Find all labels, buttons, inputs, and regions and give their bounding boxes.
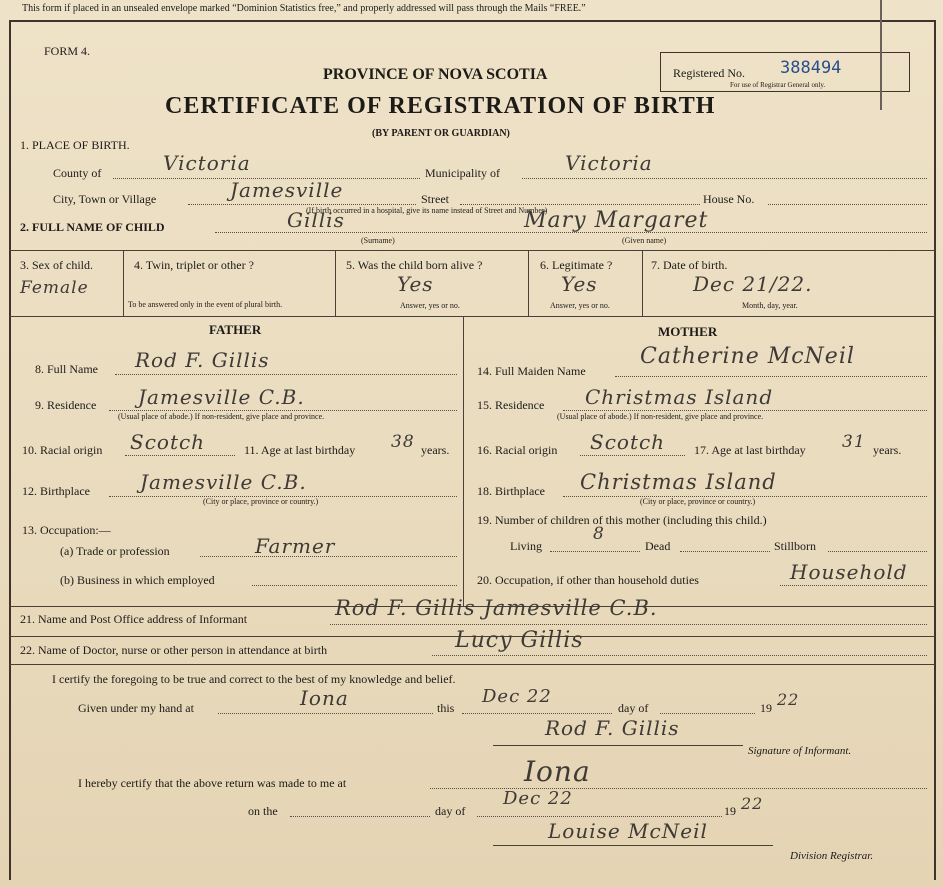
right-border [934,20,936,880]
trade-value: Farmer [255,534,336,558]
mother-race-label: 16. Racial origin [477,443,558,457]
mother-res-line [563,410,927,411]
year-prefix: 19 [760,701,772,715]
mother-bp-label: 18. Birthplace [477,484,545,498]
city-value: Jamesville [230,178,344,202]
parent-divider [463,316,464,606]
mother-birthplace: Christmas Island [580,470,777,494]
month-line [660,713,755,714]
reg-date-line [477,816,722,817]
trade-label: (a) Trade or profession [60,544,170,558]
registrar-place: Iona [524,755,591,788]
mother-age: 31 [842,432,866,452]
doctor-value: Lucy Gillis [455,628,584,653]
mother-bp-note: (City or place, province or country.) [640,497,756,506]
given-place: Iona [300,686,349,710]
reg-year-value: 22 [741,794,764,813]
legit-value: Yes [561,272,598,296]
father-residence: Jamesville C.B. [138,385,305,409]
mother-name-label: 14. Full Maiden Name [477,364,586,378]
legit-note: Answer, yes or no. [550,301,610,310]
dob-label: 7. Date of birth. [651,258,728,272]
registered-note: For use of Registrar General only. [730,81,826,89]
this-label: this [437,701,455,715]
twin-label: 4. Twin, triplet or other ? [134,258,254,272]
father-res-label: 9. Residence [35,398,97,412]
county-label: County of [53,166,102,180]
certificate-subtitle: (BY PARENT OR GUARDIAN) [372,128,510,139]
street-line [460,204,700,205]
certificate-title: CERTIFICATE OF REGISTRATION OF BIRTH [165,93,716,119]
day-of-label: day of [618,701,649,715]
registrar-signature: Louise McNeil [548,819,708,843]
father-birthplace: Jamesville C.B. [140,470,307,494]
registered-number: 388494 [780,58,842,78]
mother-occupation: Household [790,560,908,584]
business-line [252,585,457,586]
on-the-line [290,816,430,817]
municipality-label: Municipality of [425,166,500,180]
dob-note: Month, day, year. [742,301,798,310]
doctor-bottom-line [9,664,935,665]
father-race-label: 10. Racial origin [22,443,103,457]
informant-signature-caption: Signature of Informant. [748,745,852,757]
dob-value: Dec 21/22. [693,272,813,296]
top-border [9,20,935,22]
house-label: House No. [703,192,755,206]
informant-line [330,624,927,625]
place-of-birth-heading: 1. PLACE OF BIRTH. [20,138,130,152]
mother-maiden-name: Catherine McNeil [640,344,855,369]
registrar-signature-line [493,845,773,846]
child-surname: Gillis [287,208,345,232]
mail-notice: This form if placed in an unsealed envelope marked “Dominion Statistics free,” and properly addressed will pass through the Mails “FREE.” [22,3,586,14]
row3-bottom-line [9,316,935,317]
mother-race-line [580,455,685,456]
city-label: City, Town or Village [53,192,157,206]
doctor-line [432,655,927,656]
mother-age-years: years. [873,443,902,457]
mother-res-label: 15. Residence [477,398,545,412]
given-caption: (Given name) [622,236,667,245]
sex-label: 3. Sex of child. [20,258,93,272]
informant-signature-line [493,745,743,746]
alive-label: 5. Was the child born alive ? [346,258,483,272]
living-label: Living [510,539,542,553]
father-name-label: 8. Full Name [35,362,98,376]
father-race-line [125,455,235,456]
on-the-label: on the [248,804,278,818]
registrar-signature-caption: Division Registrar. [790,850,874,862]
hospital-note: (If birth occurred in a hospital, give its name instead of Street and Number) [306,206,548,215]
reg-year-prefix: 19 [724,804,736,818]
father-race: Scotch [130,430,206,454]
given-date-line [462,713,612,714]
dead-label: Dead [645,539,671,553]
father-bp-note: (City or place, province or country.) [203,497,319,506]
city-line [188,204,416,205]
surname-caption: (Surname) [361,236,395,245]
house-line [768,204,927,205]
father-age: 38 [391,432,415,452]
mother-residence: Christmas Island [585,385,774,409]
father-age-label: 11. Age at last birthday [244,443,356,457]
registered-label: Registered No. [673,66,745,80]
row3-div-3 [528,250,529,316]
mother-res-note: (Usual place of abode.) If non-resident, give place and province. [557,412,764,421]
given-label: Given under my hand at [78,701,194,715]
municipality-line [522,178,927,179]
mother-age-label: 17. Age at last birthday [694,443,806,457]
living-value: 8 [593,524,605,544]
county-value: Victoria [163,151,251,175]
pen-stroke-mark [880,0,882,110]
mother-race: Scotch [590,430,666,454]
year-value: 22 [777,690,800,709]
row3-div-2 [335,250,336,316]
informant-label: 21. Name and Post Office address of Informant [20,612,248,626]
mother-name-line [615,376,927,377]
registrar-statement: I hereby certify that the above return was made to me at [78,776,347,790]
informant-value: Rod F. Gillis Jamesville C.B. [335,596,658,620]
given-place-line [218,713,433,714]
father-bp-label: 12. Birthplace [22,484,90,498]
stillborn-line [828,551,927,552]
father-age-years: years. [421,443,450,457]
doctor-label: 22. Name of Doctor, nurse or other person in attendance at birth [20,643,328,657]
stillborn-label: Stillborn [774,539,817,553]
father-heading: FATHER [209,322,262,337]
province-heading: PROVINCE OF NOVA SCOTIA [323,66,548,83]
row3-div-1 [123,250,124,316]
father-res-line [109,410,457,411]
form-number: FORM 4. [44,44,91,58]
children-label: 19. Number of children of this mother (including this child.) [477,513,767,527]
father-occ-label: 13. Occupation:— [22,523,111,537]
child-name-label: 2. FULL NAME OF CHILD [20,220,165,234]
given-date: Dec 22 [482,686,552,707]
street-label: Street [421,192,449,206]
child-given-name: Mary Margaret [524,208,709,233]
mother-occ-line [780,585,927,586]
row3-top-line [9,250,935,251]
father-name-line [115,374,457,375]
mother-heading: MOTHER [658,324,718,339]
living-line [550,551,640,552]
father-res-note: (Usual place of abode.) If non-resident, give place and province. [118,412,325,421]
alive-value: Yes [397,272,434,296]
mother-occ-label: 20. Occupation, if other than household duties [477,573,699,587]
father-name: Rod F. Gillis [135,348,270,372]
row3-div-4 [642,250,643,316]
alive-note: Answer, yes or no. [400,301,460,310]
municipality-value: Victoria [565,151,653,175]
reg-day-of-label: day of [435,804,466,818]
twin-note: To be answered only in the event of plural birth. [128,300,283,309]
sex-value: Female [20,278,89,298]
informant-signature: Rod F. Gillis [545,716,680,740]
dead-line [680,551,770,552]
legit-label: 6. Legitimate ? [540,258,613,272]
left-border [9,20,11,880]
certify-statement: I certify the foregoing to be true and correct to the best of my knowledge and belief. [52,672,456,686]
business-label: (b) Business in which employed [60,573,215,587]
registrar-date: Dec 22 [503,788,573,809]
